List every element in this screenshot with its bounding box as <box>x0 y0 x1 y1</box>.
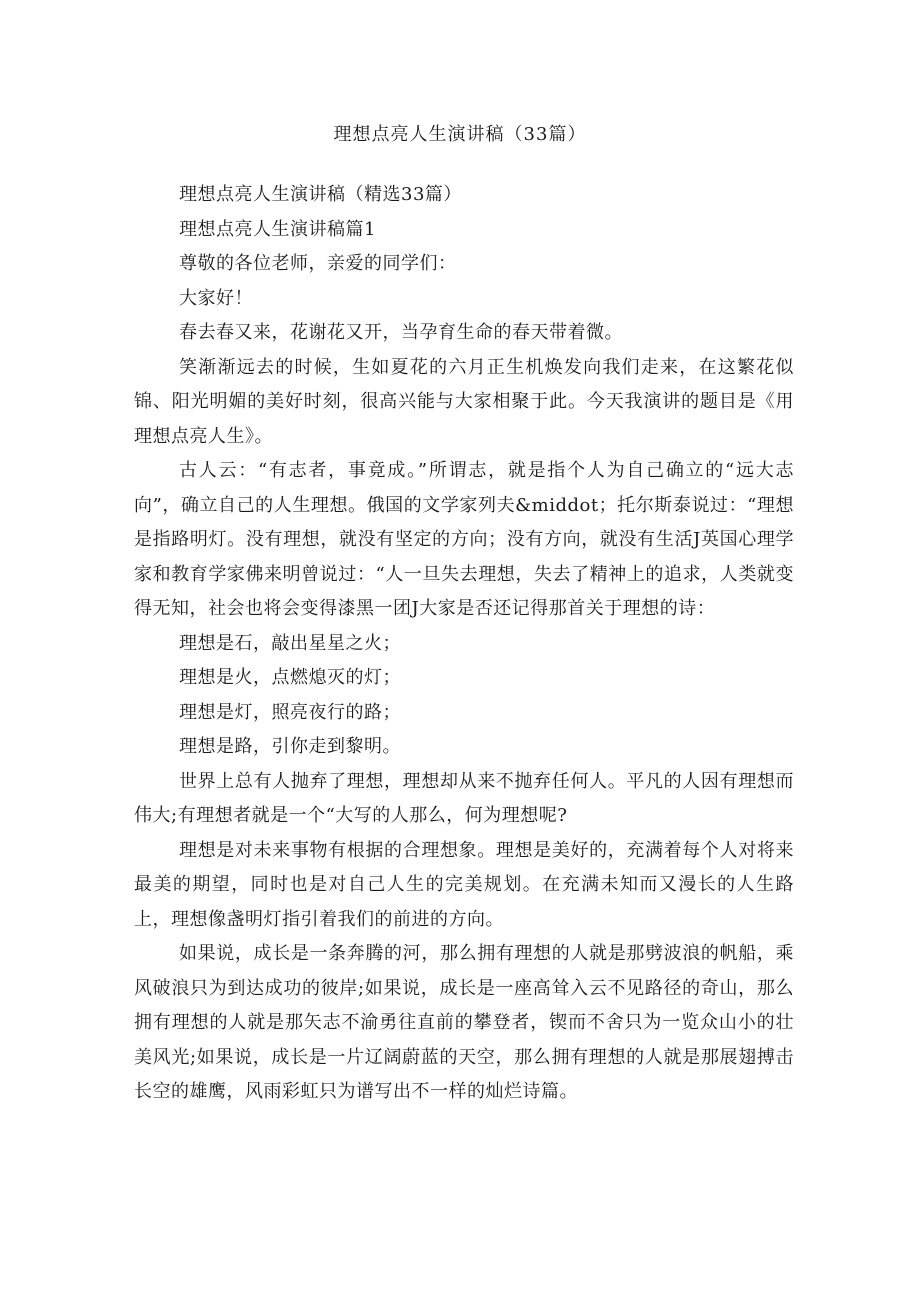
paragraph: 大家好！ <box>179 287 253 309</box>
paragraph: 理想点亮人生演讲稿（精选33篇） <box>179 184 462 205</box>
paragraph: 理想是对未来事物有根据的合理想象。理想是美好的，充满着每个人对将来最美的期望，同时也是对自己人生的完美规划。在充满未知而又漫长的人生路上，理想像盏明灯指引着我们的前进的方向。 <box>134 839 794 930</box>
poem-line: 理想是火，点燃熄灭的灯； <box>179 667 401 688</box>
paragraph: 世界上总有人抛弃了理想，理想却从来不抛弃任何人。平凡的人因有理想而伟大;有理想者就是一个“大写的人那么，何为理想呢? <box>134 770 794 826</box>
paragraph: 古人云：“有志者，事竟成。”所谓志，就是指个人为自己确立的“远大志向”，确立自己的人生理想。俄国的文学家列夫&middot；托尔斯泰说过：“理想是指路明灯。没有理想，就没有坚定的方向；没有方向，就没有生活J英国心理学家和教育学家佛来明曾说过：“人一旦失去理想，失去了精神上的追求，人类就变得无知，社会也将会变得漆黑一团J大家是否还记得那首关于理想的诗： <box>134 460 794 619</box>
paragraph: 如果说，成长是一条奔腾的河，那么拥有理想的人就是那劈波浪的帆船，乘风破浪只为到达成功的彼岸;如果说，成长是一座高耸入云不见路径的奇山，那么拥有理想的人就是那矢志不渝勇往直前的攀登者，锲而不舍只为一览众山小的壮美风光;如果说，成长是一片辽阔蔚蓝的天空，那么拥有理想的人就是那展翅搏击长空的雄鹰，风雨彩虹只为谱写出不一样的灿烂诗篇。 <box>134 943 794 1102</box>
document-title: 理想点亮人生演讲稿（33篇） <box>333 124 587 145</box>
poem-line: 理想是灯，照亮夜行的路； <box>179 701 401 723</box>
document-body <box>134 178 794 1110</box>
paragraph: 尊敬的各位老师，亲爱的同学们： <box>179 253 457 274</box>
poem-line: 理想是石，敲出星星之火； <box>179 632 401 654</box>
paragraph: 笑渐渐远去的时候，生如夏花的六月正生机焕发向我们走来，在这繁花似锦、阳光明媚的美好时刻，很高兴能与大家相聚于此。今天我演讲的题目是《用理想点亮人生》。 <box>134 356 794 447</box>
poem-line: 理想是路，引你走到黎明。 <box>179 736 401 757</box>
paragraph: 春去春又来，花谢花又开，当孕育生命的春天带着微。 <box>179 322 623 343</box>
paragraph: 理想点亮人生演讲稿篇1 <box>179 218 376 240</box>
